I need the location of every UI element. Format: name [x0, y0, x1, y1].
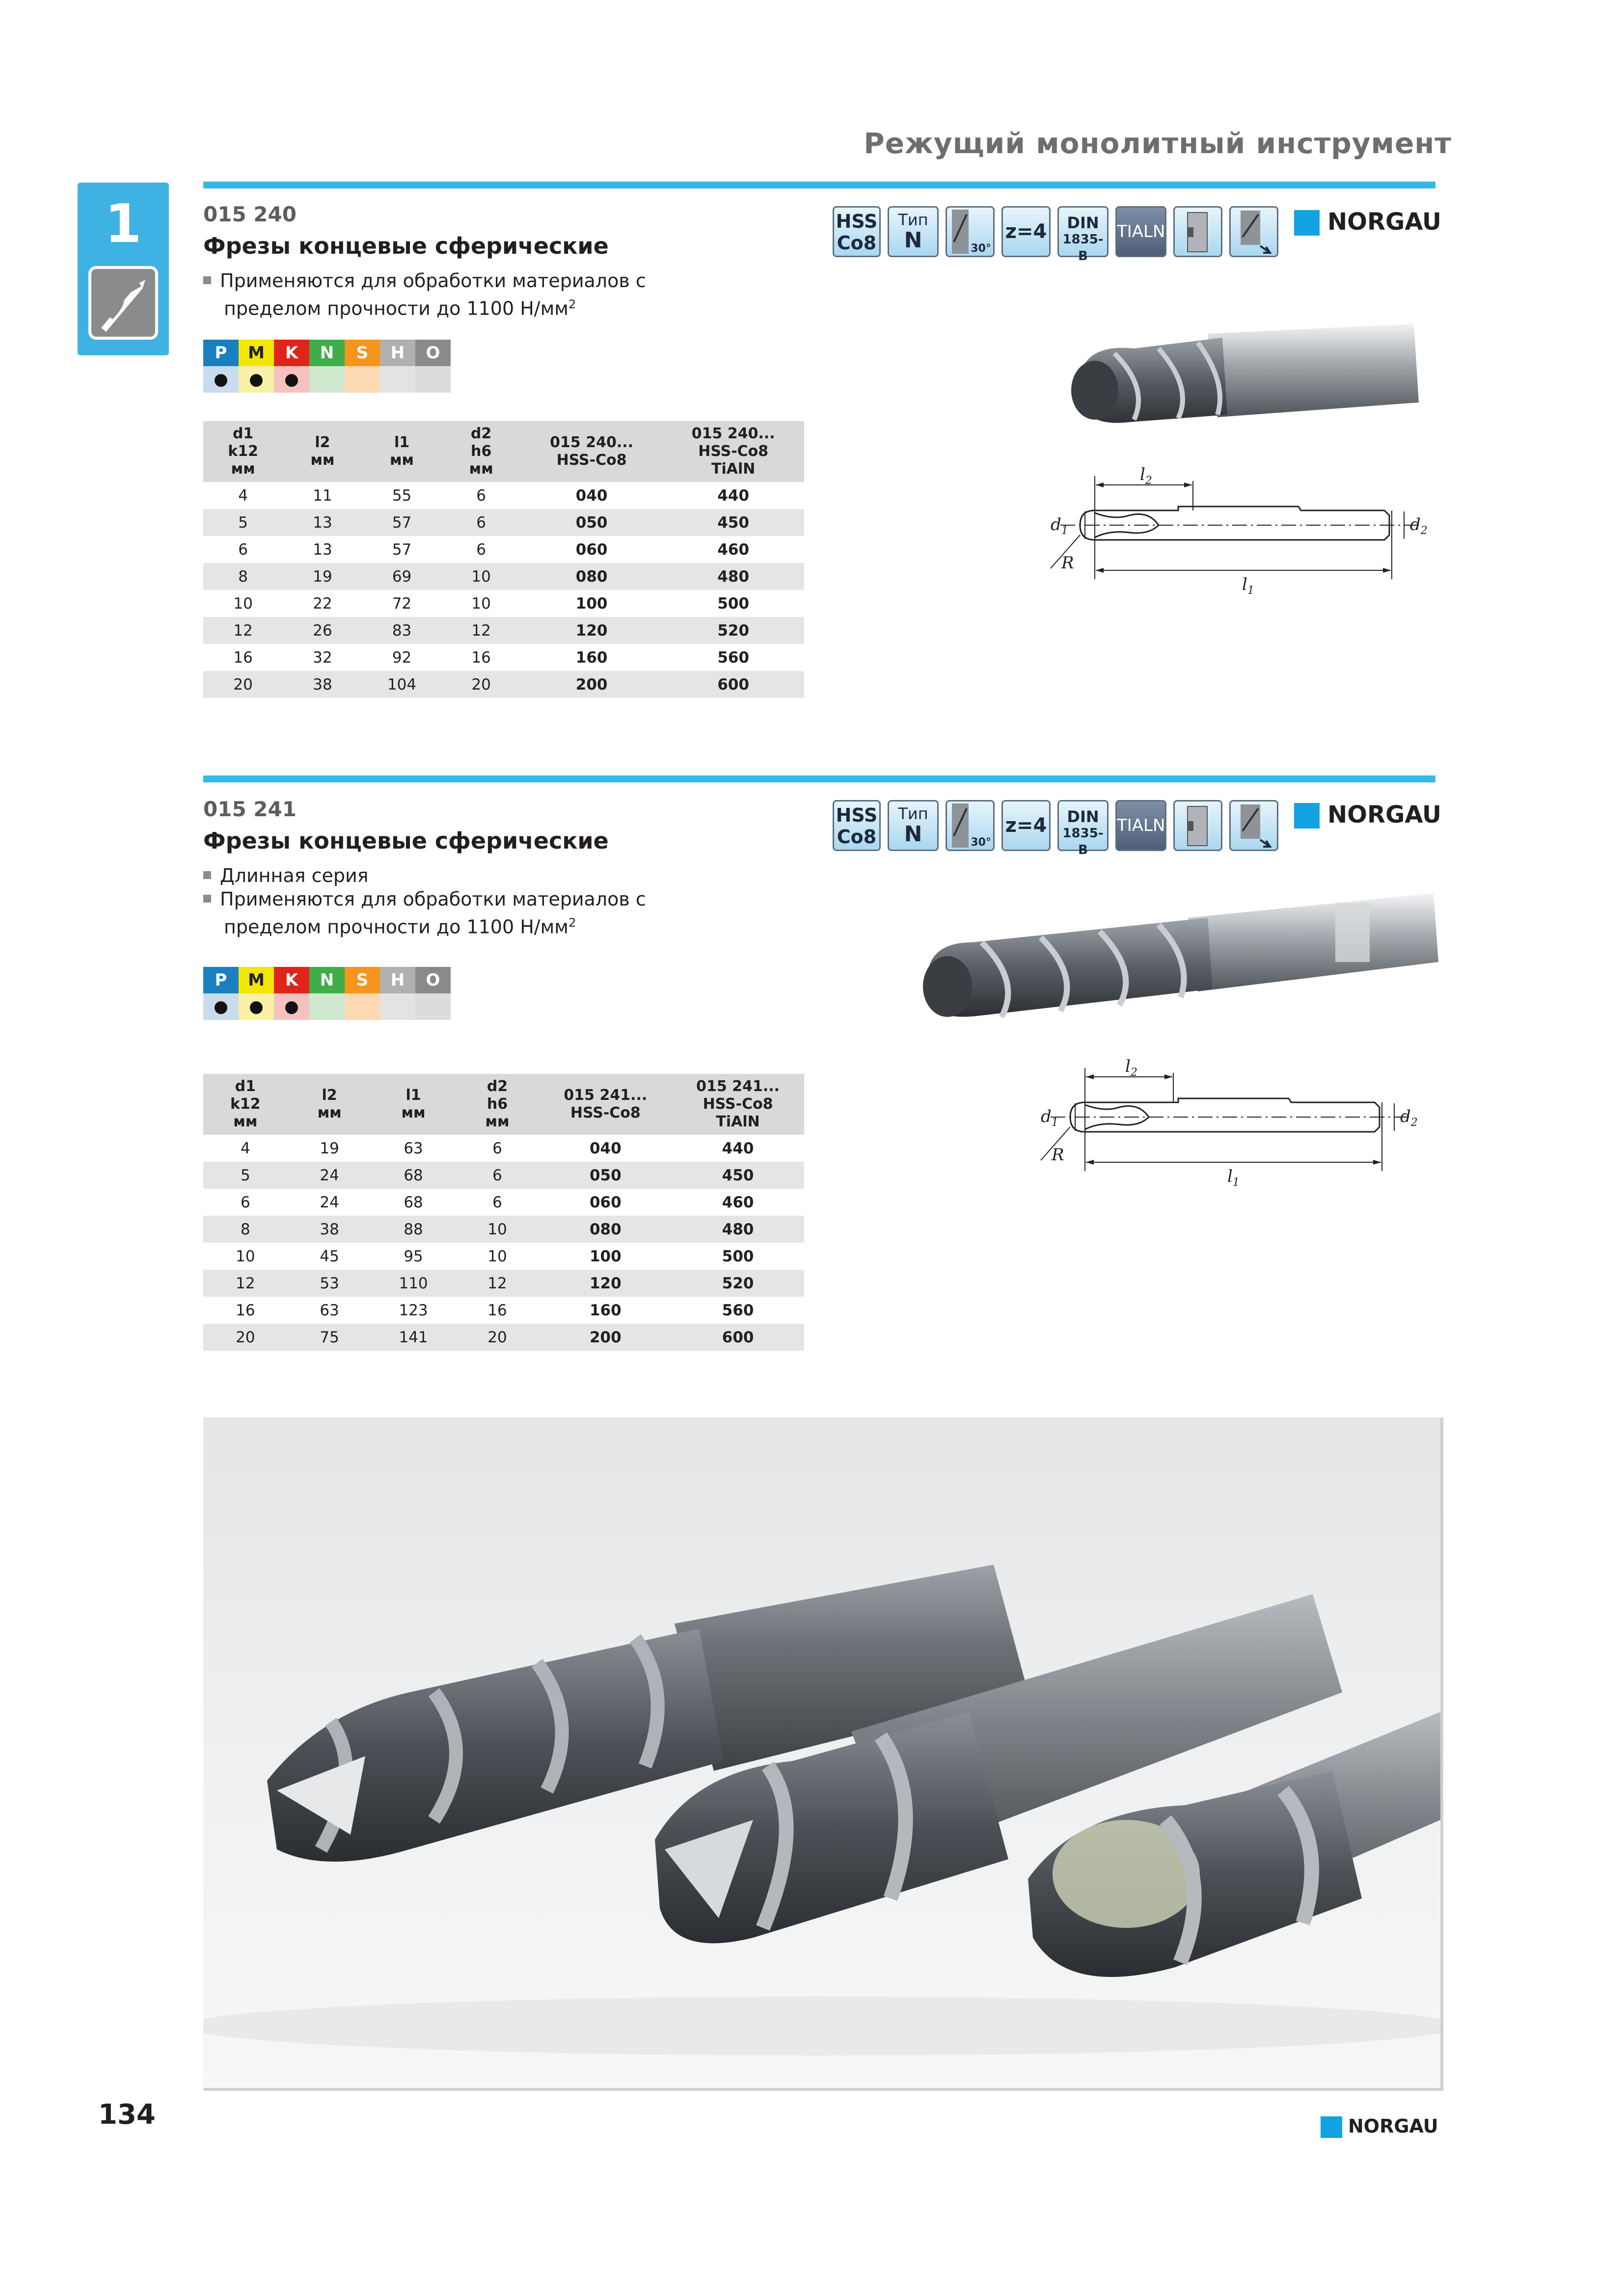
center-cut-icon [1231, 208, 1277, 256]
col-d1: d1 k12 мм [203, 1074, 288, 1135]
norgau-logo: NORGAU [1327, 801, 1441, 828]
table-cell: 11 [313, 486, 332, 505]
dimension-drawing-015240 [1031, 461, 1443, 604]
table-cell: 68 [372, 1162, 456, 1189]
table-cell: 8 [203, 563, 283, 590]
shank-icon [1175, 801, 1221, 850]
material-h: H [380, 967, 415, 993]
table-row [203, 1270, 804, 1297]
table-cell: 38 [283, 671, 362, 698]
table-cell: 8 [203, 1216, 288, 1243]
col-hss-co8: 015 240... HSS-Co8 [521, 421, 663, 482]
table-row [203, 1243, 804, 1270]
table-cell: 88 [372, 1216, 456, 1243]
label-d1: $d_1$ [1051, 515, 1068, 537]
table-cell: 16 [233, 648, 253, 667]
table-cell: 5 [203, 509, 283, 536]
label-l1: $l_1$ [1227, 1167, 1240, 1189]
table-cell: 060 [575, 540, 608, 559]
label-d2: $d_2$ [1410, 515, 1428, 537]
teeth-badge: z=4 [1001, 800, 1051, 851]
table-cell: 12 [456, 1270, 540, 1297]
section-rule [203, 775, 1435, 782]
helix-angle-badge: 30° [946, 206, 995, 257]
shank-weldon-badge [1173, 206, 1222, 257]
section1-material-groups [203, 340, 451, 393]
bullet-item: Применяются для обработки материалов с [203, 269, 646, 293]
norgau-logo-square [1294, 803, 1320, 828]
table-cell: 141 [372, 1324, 456, 1351]
material-s: S [345, 340, 380, 366]
material-mark: ● [239, 366, 274, 393]
table-cell: 440 [717, 486, 750, 505]
material-o: O [415, 967, 451, 993]
page-number: 134 [98, 2099, 156, 2131]
bullet-item: Длинная серия [203, 864, 646, 887]
table-cell: 480 [672, 1216, 804, 1243]
table-cell: 38 [288, 1216, 372, 1243]
section2-code: 015 241 [203, 797, 297, 821]
table-row [203, 509, 804, 536]
label-radius: R [1052, 1145, 1064, 1165]
col-hss-co8-tialn: 015 241... HSS-Co8 TiAlN [672, 1074, 804, 1135]
material-mark [309, 366, 345, 393]
table-cell: 450 [662, 509, 804, 536]
shank-weldon-badge [1173, 800, 1222, 851]
section2-title: Фрезы концевые сферические [203, 828, 609, 854]
table-cell: 040 [575, 486, 608, 505]
table-cell: 26 [283, 617, 362, 644]
table-cell: 10 [233, 594, 253, 613]
table-cell: 20 [456, 1324, 540, 1351]
col-hss-co8-tialn: 015 240... HSS-Co8 TiAlN [662, 421, 804, 482]
type-n-badge: Тип N [888, 800, 939, 851]
table-cell: 104 [362, 671, 442, 698]
table-header-row [203, 1074, 804, 1135]
table-cell: 20 [203, 1324, 288, 1351]
material-n: N [309, 967, 345, 993]
table-cell: 600 [662, 671, 804, 698]
drill-icon [88, 266, 158, 340]
label-l2: $l_2$ [1140, 465, 1152, 487]
table-cell: 050 [521, 509, 663, 536]
table-cell: 19 [320, 1139, 339, 1157]
product-image-015241 [913, 888, 1443, 1041]
material-n: N [309, 340, 345, 366]
footer-logo: NORGAU [1348, 2115, 1438, 2137]
material-s: S [345, 967, 380, 993]
material-mark [415, 366, 451, 393]
table-cell: 050 [539, 1162, 672, 1189]
table-cell: 10 [471, 594, 491, 613]
table-row [203, 1297, 804, 1324]
material-p: P [203, 340, 239, 366]
material-k: K [274, 967, 309, 993]
dimension-drawing-015241 [1021, 1053, 1434, 1196]
table-cell: 5 [203, 1162, 288, 1189]
product-image-015240 [1060, 314, 1424, 447]
table-cell: 10 [441, 563, 521, 590]
table-cell: 13 [283, 509, 362, 536]
table-cell: 6 [492, 1193, 502, 1211]
bullet-item: Применяются для обработки материалов с [203, 887, 646, 911]
section2-material-groups [203, 967, 451, 1020]
material-mark [380, 993, 415, 1020]
material-mark [345, 366, 380, 393]
table-cell: 200 [539, 1324, 672, 1351]
helix-angle-badge: 30° [946, 800, 995, 851]
table-cell: 560 [722, 1301, 754, 1319]
chapter-tab [78, 183, 169, 355]
table-cell: 75 [288, 1324, 372, 1351]
table-cell: 560 [717, 648, 750, 667]
table-row [203, 644, 804, 671]
material-mark [415, 993, 451, 1020]
material-p: P [203, 967, 239, 993]
table-cell: 22 [313, 594, 332, 613]
table-cell: 24 [320, 1193, 339, 1211]
material-m: M [239, 340, 274, 366]
section2-spec-table [203, 1074, 804, 1351]
din-badge: DIN 1835-B [1057, 800, 1109, 851]
table-cell: 12 [203, 1270, 288, 1297]
table-cell: 20 [441, 671, 521, 698]
table-row [203, 671, 804, 698]
label-d1: $d_1$ [1041, 1107, 1058, 1129]
table-body [203, 1135, 804, 1351]
label-d2: $d_2$ [1400, 1107, 1418, 1129]
table-cell: 4 [238, 486, 248, 505]
type-n-badge: Тип N [888, 206, 939, 257]
material-mark: ● [203, 366, 239, 393]
section1-title: Фрезы концевые сферические [203, 233, 609, 259]
table-body [203, 482, 804, 698]
section1-code: 015 240 [203, 202, 297, 226]
table-cell: 500 [722, 1247, 754, 1265]
table-cell: 72 [392, 594, 412, 613]
section1-spec-table [203, 421, 804, 698]
table-cell: 45 [320, 1247, 339, 1265]
table-cell: 060 [589, 1193, 622, 1211]
material-o: O [415, 340, 451, 366]
table-cell: 100 [575, 594, 608, 613]
bullet-item: пределом прочности до 1100 $Н/мм^2$ [224, 297, 576, 320]
table-cell: 200 [521, 671, 663, 698]
col-d1: d1 k12 мм [203, 421, 283, 482]
table-cell: 63 [320, 1301, 339, 1319]
table-row [203, 617, 804, 644]
table-cell: 16 [236, 1301, 255, 1319]
table-cell: 600 [672, 1324, 804, 1351]
material-mark [345, 993, 380, 1020]
table-cell: 16 [487, 1301, 507, 1319]
table-cell: 57 [362, 509, 442, 536]
center-cut-icon [1231, 801, 1277, 850]
col-l1: l1 мм [372, 1074, 456, 1135]
table-cell: 110 [372, 1270, 456, 1297]
table-cell: 040 [589, 1139, 622, 1157]
table-cell: 10 [456, 1216, 540, 1243]
hss-co8-badge: HSS Co8 [833, 800, 881, 851]
table-cell: 69 [362, 563, 442, 590]
col-hss-co8: 015 241... HSS-Co8 [539, 1074, 672, 1135]
table-cell: 6 [476, 540, 486, 559]
col-l1: l1 мм [362, 421, 442, 482]
table-cell: 6 [238, 540, 248, 559]
footer-logo-square [1321, 2116, 1342, 2138]
material-mark: ● [274, 993, 309, 1020]
table-cell: 6 [456, 1162, 540, 1189]
table-cell: 500 [717, 594, 750, 613]
table-row [203, 1216, 804, 1243]
shank-icon [1175, 208, 1221, 256]
table-cell: 83 [362, 617, 442, 644]
table-header-row [203, 421, 804, 482]
table-cell: 520 [662, 617, 804, 644]
bullet-item: пределом прочности до 1100 $Н/мм^2$ [224, 916, 576, 938]
label-l2: $l_2$ [1125, 1057, 1137, 1079]
page-title: Режущий монолитный инструмент [864, 127, 1452, 160]
teeth-badge: z=4 [1001, 206, 1051, 257]
hss-co8-badge: HSS Co8 [833, 206, 881, 257]
section2-bullets [203, 864, 646, 939]
table-cell: 100 [589, 1247, 622, 1265]
col-l2: l2 мм [288, 1074, 372, 1135]
table-cell: 120 [539, 1270, 672, 1297]
table-cell: 160 [575, 648, 608, 667]
table-row [203, 482, 804, 509]
table-cell: 24 [288, 1162, 372, 1189]
table-cell: 68 [404, 1193, 423, 1211]
material-mark: ● [239, 993, 274, 1020]
table-cell: 19 [283, 563, 362, 590]
table-row [203, 1324, 804, 1351]
tialn-coating-badge: TIALN [1115, 800, 1166, 851]
table-cell: 080 [521, 563, 663, 590]
table-cell: 480 [662, 563, 804, 590]
table-cell: 450 [672, 1162, 804, 1189]
table-cell: 10 [236, 1247, 255, 1265]
chapter-number: 1 [105, 193, 142, 255]
material-m: M [239, 967, 274, 993]
table-cell: 13 [313, 540, 332, 559]
table-cell: 32 [313, 648, 332, 667]
table-cell: 123 [399, 1301, 428, 1319]
table-cell: 460 [717, 540, 750, 559]
table-cell: 12 [203, 617, 283, 644]
table-row [203, 1162, 804, 1189]
table-row [203, 1189, 804, 1216]
table-cell: 6 [441, 509, 521, 536]
label-radius: R [1061, 553, 1074, 573]
table-row [203, 590, 804, 617]
table-cell: 63 [404, 1139, 423, 1157]
table-cell: 10 [487, 1247, 507, 1265]
table-cell: 440 [722, 1139, 754, 1157]
din-badge: DIN 1835-B [1057, 206, 1109, 257]
table-row [203, 563, 804, 590]
norgau-logo-square [1294, 210, 1320, 236]
material-h: H [380, 340, 415, 366]
table-cell: 53 [288, 1270, 372, 1297]
col-l2: l2 мм [283, 421, 362, 482]
table-cell: 160 [589, 1301, 622, 1319]
tialn-coating-badge: TIALN [1115, 206, 1166, 257]
material-mark: ● [203, 993, 239, 1020]
table-cell: 6 [492, 1139, 502, 1157]
col-d2: d2 h6 мм [441, 421, 521, 482]
table-cell: 080 [539, 1216, 672, 1243]
material-mark [309, 993, 345, 1020]
table-cell: 6 [240, 1193, 250, 1211]
table-row [203, 536, 804, 563]
table-cell: 92 [392, 648, 412, 667]
center-cutting-badge [1229, 206, 1278, 257]
norgau-logo: NORGAU [1327, 208, 1441, 236]
material-k: K [274, 340, 309, 366]
material-mark [380, 366, 415, 393]
table-cell: 57 [392, 540, 412, 559]
center-cutting-badge [1229, 800, 1278, 851]
table-cell: 520 [672, 1270, 804, 1297]
table-row [203, 1135, 804, 1162]
section1-bullets [203, 269, 646, 320]
table-cell: 55 [392, 486, 412, 505]
table-cell: 4 [240, 1139, 250, 1157]
table-cell: 460 [722, 1193, 754, 1211]
col-d2: d2 h6 мм [456, 1074, 540, 1135]
product-photo [203, 1417, 1443, 2091]
table-cell: 95 [404, 1247, 423, 1265]
material-mark: ● [274, 366, 309, 393]
table-cell: 120 [521, 617, 663, 644]
label-l1: $l_1$ [1242, 575, 1254, 597]
table-cell: 12 [441, 617, 521, 644]
table-cell: 20 [203, 671, 283, 698]
table-cell: 6 [476, 486, 486, 505]
table-cell: 16 [471, 648, 491, 667]
header-rule [203, 182, 1435, 188]
